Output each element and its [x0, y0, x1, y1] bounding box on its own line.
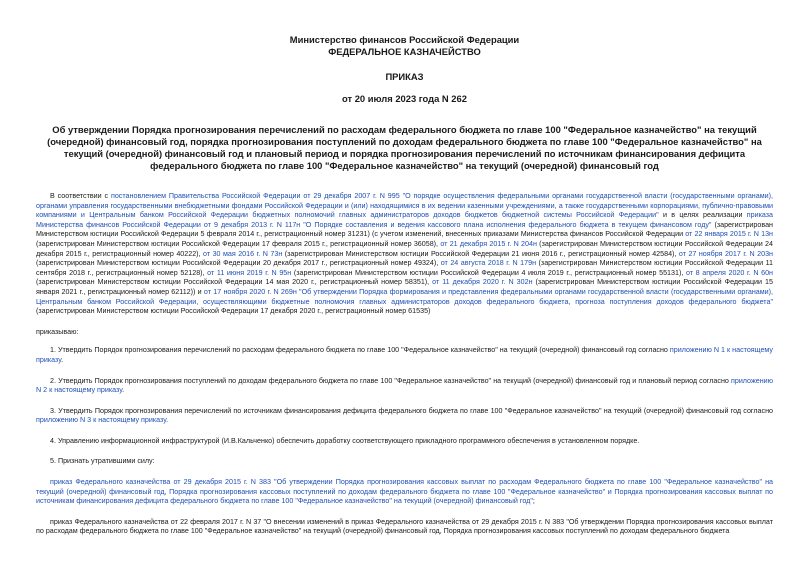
item-end: .: [61, 355, 64, 364]
link-government-decree-995[interactable]: постановлением Правительства Российской Федерации от 29 декабря 2007 г. N 995 "О порядке осуществления федеральными органами государственной власти (государственными органами), органами управления государственными внебюджетными фондами Российской Федерации и (или) находящимися в их ведении казенными учреждениями, а также государственными корпорациями, публично-правовыми компаниями и Центральным банком Российской Федерации бюджетных полномочий главных администраторов доходов бюджетов бюджетной системы Российской Федерации": [36, 192, 773, 220]
link-order-73n[interactable]: от 30 мая 2016 г. N 73н: [203, 249, 283, 258]
link-repealed-order-383[interactable]: приказ Федерального казначейства от 29 декабря 2015 г. N 383 "Об утверждении Порядка прогнозирования кассовых выплат по расходам Федерального бюджета по главе 100 "Федеральное казначейство" на текущий (очередной) финансовый год, Порядка прогнозирования кассовых поступлений по доходам федерального бюджета по главе 100 "Федеральное казначейство" и Порядка прогнозирования кассовых выплат по источникам финансирования дефицита федерального бюджета по главе 100 "Федеральное казначейство" на текущий (очередной) финансовый год": [36, 478, 773, 506]
preamble-text: (зарегистрирован Министерством юстиции Российской Федерации 5 февраля 2014 г., регистрационный номер 31231) (с учетом изменений, внесенных приказами Министерства финансов Российской Федерации: [36, 220, 773, 239]
preamble-text: и в целях реализации: [658, 211, 747, 220]
item-end: ;: [532, 497, 535, 506]
item-2: [36, 377, 773, 396]
preamble-text: (зарегистрирован Министерством юстиции Российской Федерации 17 декабря 2020 г., регистрационный номер 61535): [36, 307, 431, 316]
document-body: [36, 192, 773, 537]
order-word: приказываю:: [36, 327, 79, 336]
link-order-302n[interactable]: от 11 декабря 2020 г. N 302н: [432, 278, 533, 287]
ministry-name: Министерство финансов Российской Федерации: [289, 34, 520, 45]
link-appendix-2[interactable]: приложению N 2 к настоящему приказу: [36, 376, 773, 395]
preamble-text: (зарегистрирован Министерством юстиции Российской Федерации 20 декабря 2017 г., регистрационный номер 49324),: [36, 259, 441, 268]
document-type: ПРИКАЗ: [385, 71, 424, 82]
link-order-203n[interactable]: от 27 ноября 2017 г. N 203н: [678, 249, 773, 258]
repeal-2: приказ Федерального казначейства от 22 февраля 2017 г. N 37 "О внесении изменений в приказ Федерального казначейства от 29 декабря 2015 г. N 383 "Об утверждении Порядка прогнозирования кассовых выплат по расходам федерального бюджета по главе 100 "Федеральное казначейство" на текущий (очередной) финансовый год, Порядка прогнозирования кассовых поступлений по доходам федерального бюджета: [36, 517, 773, 536]
item-end: .: [166, 416, 169, 425]
preamble-text: (зарегистрирован Министерством юстиции Российской Федерации 4 июля 2019 г., регистрационный номер 55131),: [291, 268, 686, 277]
link-order-95n[interactable]: от 11 июня 2019 г. N 95н: [207, 268, 292, 277]
preamble-text: (зарегистрирован Министерством юстиции Российской Федерации 15 января 2021 г., регистрационный номер 62112)) и: [36, 278, 773, 296]
document-title: Об утверждении Порядка прогнозирования перечислений по расходам федерального бюджета по главе 100 "Федеральное казначейство" на текущий (очередной) финансовый год, порядка прогнозирования поступлений по доходам федерального бюджета по главе 100 "Федеральное казначейство" на текущий (очередной) финансовый год и плановый период и порядка прогнозирования перечислений по источникам финансирования дефицита федерального бюджета по главе 100 "Федеральное казначейство" на текущий (очередной) финансовый год: [47, 124, 762, 171]
preamble-text: (зарегистрирован Министерством юстиции Российской Федерации 14 мая 2020 г., регистрационный номер 58351),: [36, 278, 433, 287]
link-order-179n[interactable]: от 24 августа 2018 г. N 179н: [440, 259, 537, 268]
document-date-number: от 20 июля 2023 года N 262: [342, 93, 467, 104]
preamble-text: (зарегистрирован Министерством юстиции Российской Федерации 11 сентября 2018 г., регистрационный номер 52128),: [36, 259, 773, 277]
repeal-1: [36, 478, 773, 507]
link-order-269n[interactable]: от 17 ноября 2020 г. N 269н "Об утверждении Порядка формирования и представления федеральными органами государственной власти (государственными органами), Центральным банком Российской Федерации, осуществляющими бюджетные полномочия главных администраторов доходов федерального бюджета, прогноза поступления доходов федерального бюджета": [36, 287, 773, 306]
preamble-paragraph: [36, 192, 773, 317]
link-order-13n[interactable]: от 22 января 2015 г. N 13н: [685, 230, 773, 239]
item-3: [36, 407, 773, 426]
item-1: [36, 346, 773, 365]
link-order-60n[interactable]: от 8 апреля 2020 г. N 60н: [685, 268, 773, 277]
link-appendix-3[interactable]: приложению N 3 к настоящему приказу: [36, 416, 167, 425]
item-text: 3. Утвердить Порядок прогнозирования перечислений по источникам финансирования дефицита федерального бюджета по главе 100 "Федеральное казначейство" на текущий (очередной) финансовый год согласно: [50, 406, 773, 415]
preamble-text: (зарегистрирован Министерством юстиции Российской Федерации 21 июня 2016 г., регистрационный номер 42584),: [282, 249, 679, 258]
item-end: .: [122, 386, 125, 395]
agency-name: ФЕДЕРАЛЬНОЕ КАЗНАЧЕЙСТВО: [328, 46, 481, 57]
preamble-text: В соответствии с: [50, 192, 111, 200]
item-5: 5. Признать утратившими силу:: [50, 457, 155, 466]
preamble-text: (зарегистрирован Министерством юстиции Российской Федерации 24 декабря 2015 г., регистрационный номер 40222),: [36, 239, 773, 258]
item-text: 1. Утвердить Порядок прогнозирования перечислений по расходам федерального бюджета по главе 100 "Федеральное казначейство" на текущий (очередной) финансовый год согласно: [50, 346, 670, 355]
item-4: 4. Управлению информационной инфраструктурой (И.В.Кальченко) обеспечить доработку соответствующего прикладного программного обеспечения в установленном порядке.: [50, 436, 640, 445]
item-text: 2. Утвердить Порядок прогнозирования поступлений по доходам федерального бюджета по главе 100 "Федеральное казначейство" на текущий (очередной) финансовый год и плановый период согласно: [50, 376, 731, 385]
link-appendix-1[interactable]: приложению N 1 к настоящему приказу: [36, 346, 773, 364]
link-order-204n[interactable]: от 21 декабря 2015 г. N 204н: [440, 239, 537, 248]
link-minfin-order-117n[interactable]: приказа Министерства финансов Российской Федерации от 9 декабря 2013 г. N 117н "О Порядке составления и ведения кассового плана исполнения федерального бюджета в текущем финансовом году": [36, 211, 774, 229]
preamble-text: (зарегистрирован Министерством юстиции Российской Федерации 17 февраля 2015 г., регистрационный номер 36058),: [36, 239, 441, 248]
